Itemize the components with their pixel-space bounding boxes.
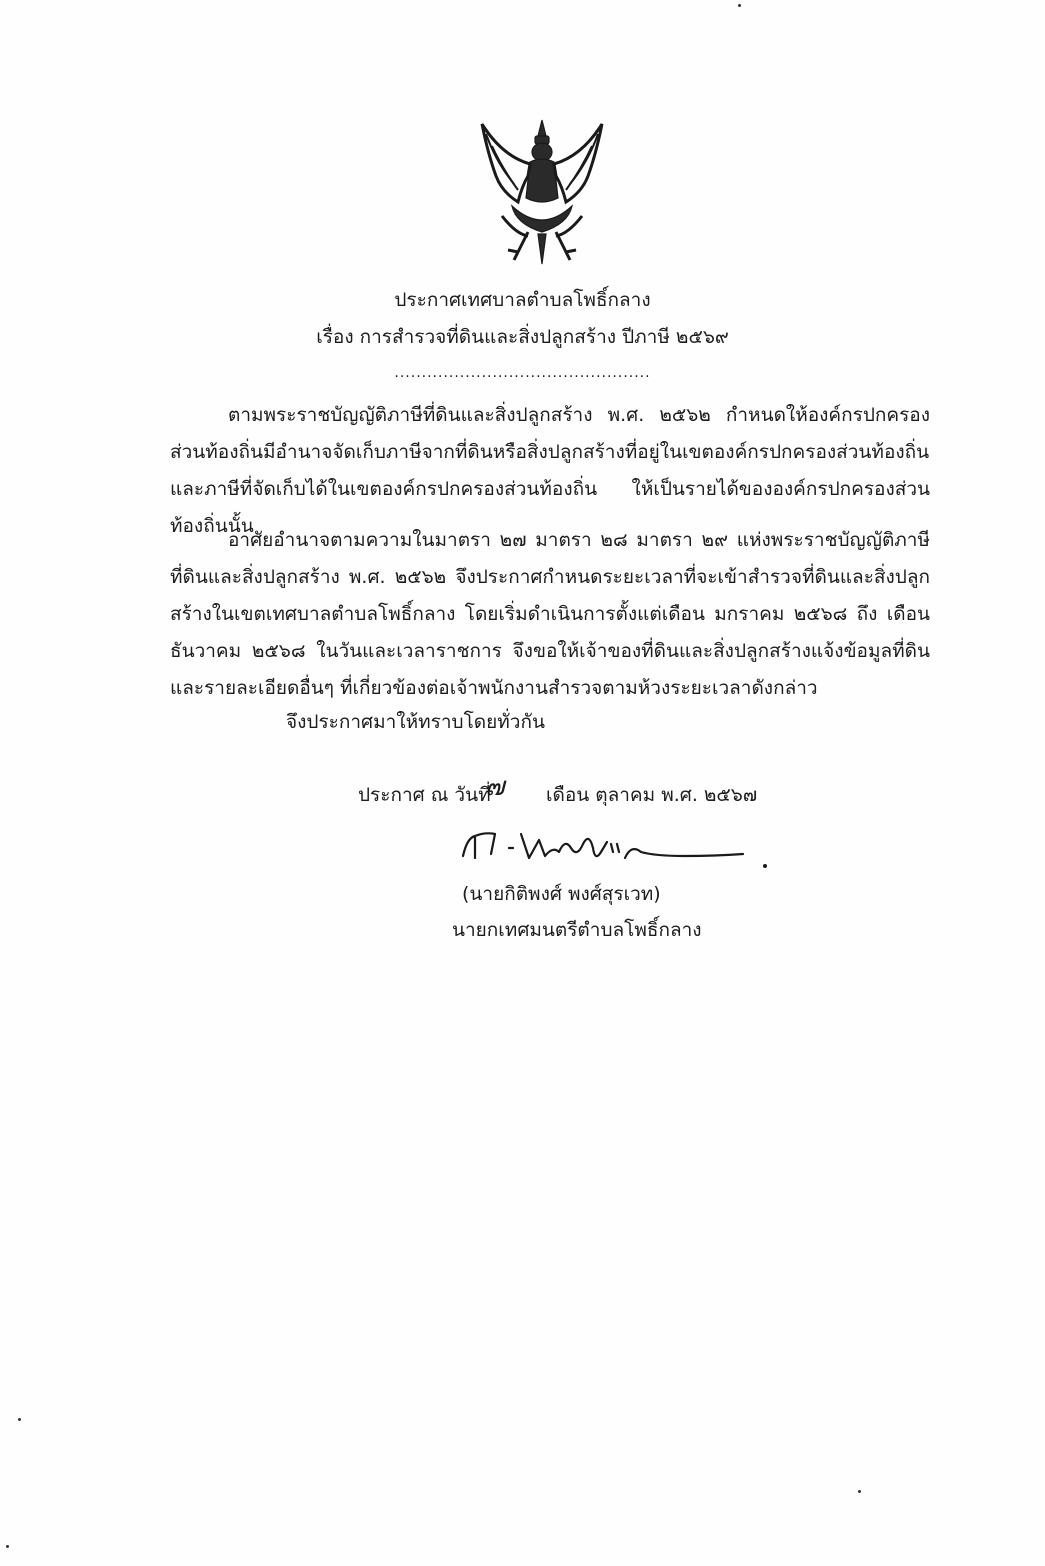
scan-speck bbox=[6, 1545, 9, 1548]
paragraph-2: อาศัยอำนาจตามความในมาตรา ๒๗ มาตรา ๒๘ มาตรา ๒๙ แห่งพระราชบัญญัติภาษีที่ดินและสิ่งปลูกสร้าง พ.ศ. ๒๕๖๒ จึงประกาศกำหนดระยะเวลาที่จะเข้าสำรวจที่ดินและสิ่งปลูกสร้างในเขตเทศบาลตำบลโพธิ์กลาง โดยเริ่มดำเนินการตั้งแต่เดือน มกราคม ๒๕๖๘ ถึง เดือนธันวาคม ๒๕๖๘ ในวันและเวลาราชการ จึงขอให้เจ้าของที่ดินและสิ่งปลูกสร้างแจ้งข้อมูลที่ดินและรายละเอียดอื่นๆ ที่เกี่ยวข้องต่อเจ้าพนักงานสำรวจตามห้วงระยะเวลาดังกล่าว bbox=[170, 529, 930, 699]
scan-speck bbox=[18, 1418, 21, 1421]
dateline-month-year: เดือน ตุลาคม พ.ศ. ๒๕๖๗ bbox=[546, 784, 758, 806]
handwritten-signature bbox=[455, 818, 775, 878]
separator-dots: ............................................... bbox=[394, 365, 651, 381]
scan-speck bbox=[738, 4, 741, 7]
dateline-day-handwritten: ๗ bbox=[485, 772, 505, 802]
signatory-name: (นายกิติพงศ์ พงศ์สุรเวท) bbox=[462, 883, 661, 905]
announcement-title: ประกาศเทศบาลตำบลโพธิ์กลาง bbox=[394, 289, 651, 311]
paragraph-1: ตามพระราชบัญญัติภาษีที่ดินและสิ่งปลูกสร้าง พ.ศ. ๒๕๖๒ กำหนดให้องค์กรปกครองส่วนท้องถิ่นมีอำนาจจัดเก็บภาษีจากที่ดินหรือสิ่งปลูกสร้างที่อยู่ในเขตองค์กรปกครองส่วนท้องถิ่น และภาษีที่จัดเก็บได้ในเขตองค์กรปกครองส่วนท้องถิ่น ให้เป็นรายได้ขององค์กรปกครองส่วนท้องถิ่นนั้น bbox=[170, 404, 930, 537]
garuda-emblem-icon bbox=[472, 106, 612, 266]
signatory-position: นายกเทศมนตรีตำบลโพธิ์กลาง bbox=[452, 919, 702, 941]
dateline-prefix: ประกาศ ณ วันที่ bbox=[358, 784, 491, 806]
announcement-subject: เรื่อง การสำรวจที่ดินและสิ่งปลูกสร้าง ปีภาษี ๒๕๖๙ bbox=[316, 326, 729, 348]
closing-statement: จึงประกาศมาให้ทราบโดยทั่วกัน bbox=[286, 711, 545, 733]
scan-speck bbox=[858, 1490, 861, 1493]
